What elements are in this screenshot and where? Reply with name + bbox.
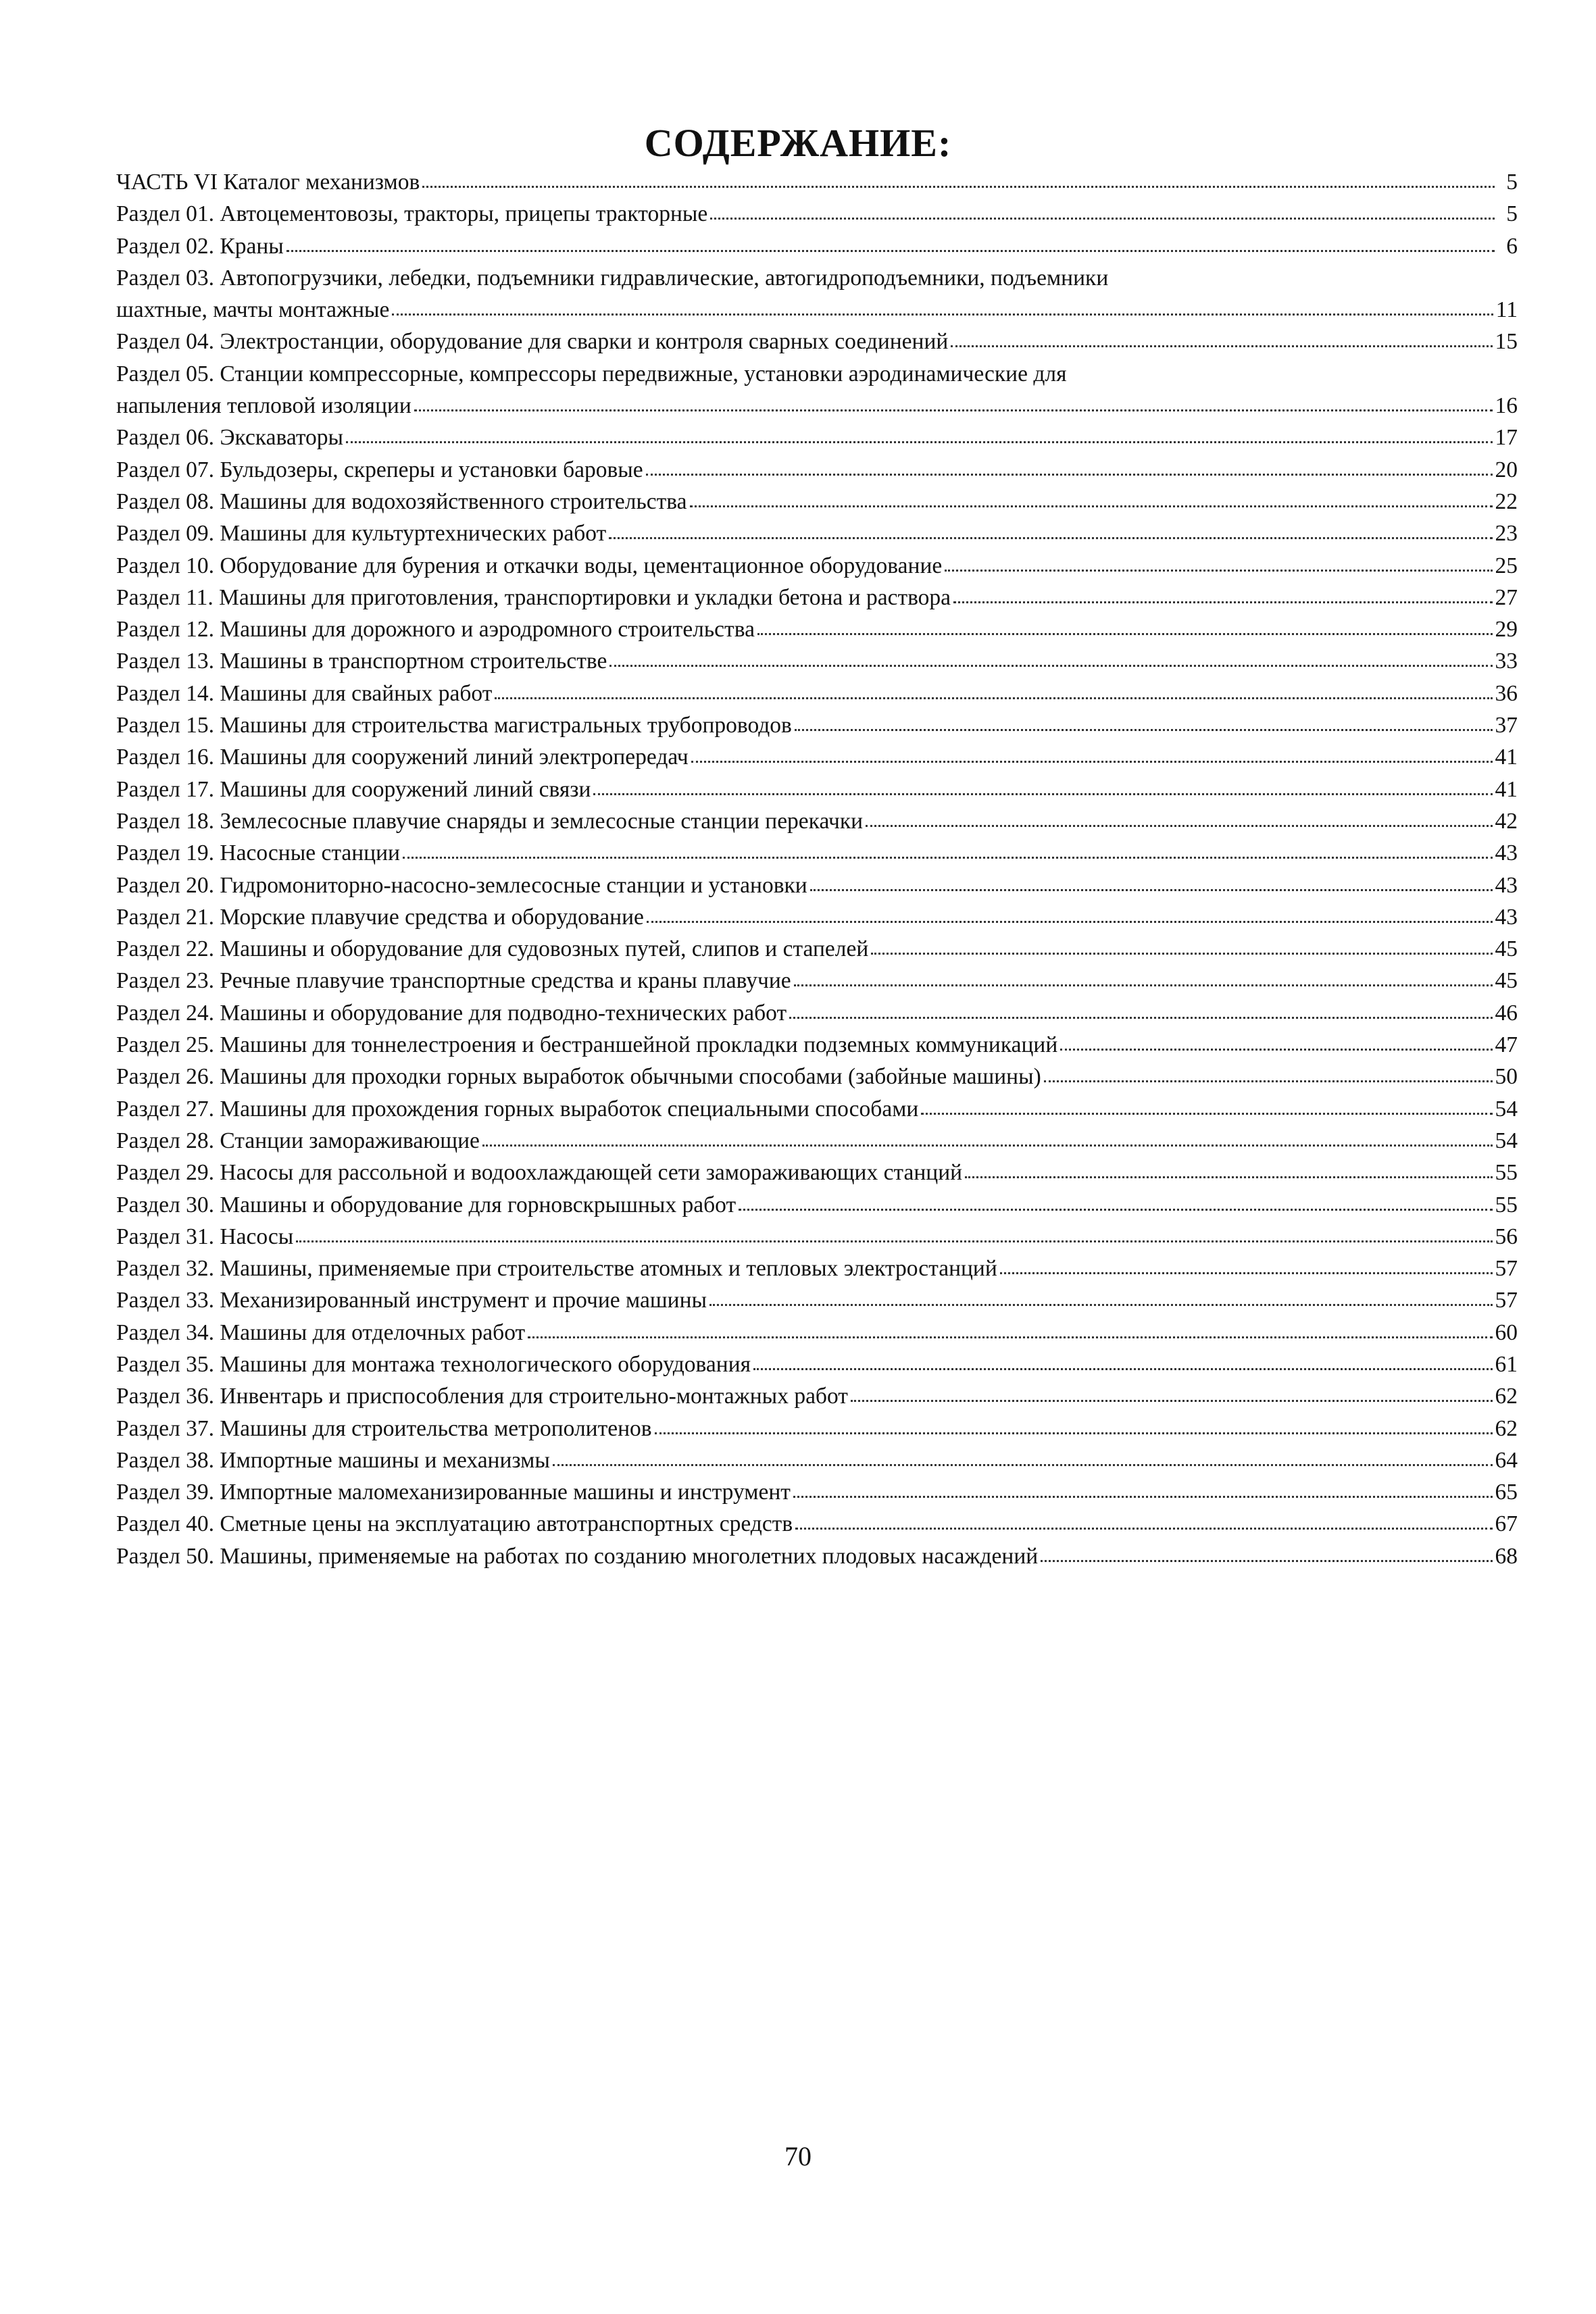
- toc-entry: [116, 166, 1518, 198]
- dot-leader: [795, 1528, 1492, 1530]
- toc-entry-continuation: [116, 294, 1518, 326]
- page-number: 70: [784, 2141, 812, 2171]
- toc-entry-title: Раздел 20. Гидромониторно-насосно-землесосные станции и установки: [116, 872, 807, 898]
- dot-leader: [593, 793, 1492, 795]
- toc-entry: [116, 901, 1518, 933]
- dot-leader: [866, 825, 1492, 827]
- toc-entry: [116, 326, 1518, 357]
- dot-leader: [793, 1496, 1493, 1498]
- dot-leader: [422, 186, 1495, 188]
- toc-entry-title: Раздел 26. Машины для проходки горных выработок обычными способами (забойные машины): [116, 1064, 1041, 1090]
- toc-entry-page: 46: [1495, 1000, 1518, 1026]
- toc-entry: [116, 774, 1518, 805]
- toc-entry-page: 42: [1495, 808, 1518, 834]
- toc-entry-title-line: Раздел 03. Автопогрузчики, лебедки, подъемники гидравлические, автогидроподъемники, подъемники: [116, 265, 1109, 291]
- dot-leader: [1041, 1560, 1492, 1562]
- dot-leader: [953, 601, 1492, 603]
- dot-leader: [951, 345, 1492, 347]
- toc-entry-page: 33: [1495, 649, 1518, 674]
- toc-entry-page: 5: [1506, 170, 1518, 195]
- toc-entry-continuation: [116, 390, 1518, 422]
- dot-leader: [1044, 1080, 1493, 1082]
- dot-leader: [739, 1209, 1492, 1211]
- dot-leader: [795, 729, 1493, 731]
- toc-entry-page: 47: [1495, 1032, 1518, 1058]
- toc-entry-page: 27: [1495, 584, 1518, 610]
- toc-entry-page: 54: [1495, 1096, 1518, 1122]
- dot-leader: [710, 218, 1495, 220]
- dot-leader: [346, 441, 1492, 443]
- toc-entry: [116, 870, 1518, 901]
- toc-entry: [116, 1253, 1518, 1284]
- toc-entry: [116, 1029, 1518, 1061]
- toc-entry-page: 64: [1495, 1447, 1518, 1473]
- toc-entry-page: 6: [1506, 233, 1518, 259]
- dot-leader: [553, 1464, 1493, 1466]
- toc-entry-title: Раздел 17. Машины для сооружений линий связи: [116, 776, 591, 802]
- toc-entry-title: Раздел 34. Машины для отделочных работ: [116, 1319, 526, 1345]
- toc-entry-title: Раздел 04. Электростанции, оборудование для сварки и контроля сварных соединений: [116, 329, 949, 355]
- toc-entry-page: 68: [1495, 1543, 1518, 1569]
- toc-entry: [116, 486, 1518, 518]
- toc-entry-page: 57: [1495, 1256, 1518, 1282]
- toc-entry-title: Раздел 10. Оборудование для бурения и откачки воды, цементационное оборудование: [116, 553, 943, 578]
- toc-entry-title: Раздел 18. Землесосные плавучие снаряды и землесосные станции перекачки: [116, 808, 864, 834]
- toc-entry-title: Раздел 40. Сметные цены на эксплуатацию автотранспортных средств: [116, 1511, 793, 1537]
- toc-entry-title: Раздел 29. Насосы для рассольной и водоохлаждающей сети замораживающих станций: [116, 1160, 963, 1186]
- toc-entry-title-line: Раздел 05. Станции компрессорные, компрессоры передвижные, установки аэродинамические для: [116, 361, 1067, 386]
- toc-entry-title: Раздел 13. Машины в транспортном строительстве: [116, 649, 607, 674]
- dot-leader: [286, 250, 1495, 252]
- toc-entry-title: Раздел 38. Импортные машины и механизмы: [116, 1447, 550, 1473]
- dot-leader: [691, 761, 1493, 763]
- toc-entry-title: Раздел 24. Машины и оборудование для подводно-технических работ: [116, 1000, 787, 1026]
- toc-entry: [116, 1444, 1518, 1476]
- toc-entry-page: 61: [1495, 1351, 1518, 1377]
- toc-entry: [116, 678, 1518, 709]
- dot-leader: [296, 1240, 1492, 1242]
- toc-entry: [116, 1508, 1518, 1540]
- toc-entry: [116, 454, 1518, 486]
- dot-leader: [528, 1336, 1492, 1338]
- toc-entry-title: Раздел 50. Машины, применяемые на работах по созданию многолетних плодовых насаждений: [116, 1543, 1039, 1569]
- dot-leader: [789, 1017, 1492, 1019]
- toc-entry: [116, 230, 1518, 262]
- toc-entry: [116, 933, 1518, 965]
- dot-leader: [646, 474, 1493, 476]
- toc-entry-title: Раздел 06. Экскаваторы: [116, 425, 344, 451]
- dot-leader: [414, 409, 1493, 411]
- toc-entry-title: Раздел 36. Инвентарь и приспособления для строительно-монтажных работ: [116, 1384, 848, 1409]
- dot-leader: [871, 953, 1492, 955]
- toc-entry-page: 55: [1495, 1192, 1518, 1217]
- toc-entry: [116, 1413, 1518, 1444]
- toc-entry-page: 17: [1495, 425, 1518, 451]
- toc-entry: [116, 837, 1518, 869]
- toc-entry-title: Раздел 07. Бульдозеры, скреперы и установки баровые: [116, 457, 643, 482]
- toc-entry-title: Раздел 33. Механизированный инструмент и прочие машины: [116, 1288, 707, 1313]
- dot-leader: [921, 1113, 1492, 1115]
- toc-entry: [116, 645, 1518, 677]
- toc-entry: [116, 518, 1518, 549]
- toc-entry-page: 5: [1506, 201, 1518, 227]
- toc-entry-page: 45: [1495, 936, 1518, 962]
- dot-leader: [1060, 1049, 1492, 1051]
- toc-entry: [116, 358, 1518, 422]
- toc-entry-page: 45: [1495, 968, 1518, 994]
- dot-leader: [482, 1145, 1493, 1147]
- toc-entry-title: Раздел 08. Машины для водохозяйственного строительства: [116, 488, 687, 514]
- dot-leader: [690, 505, 1493, 507]
- toc-entry: [116, 1189, 1518, 1221]
- toc-entry-title: шахтные, мачты монтажные: [116, 297, 390, 323]
- toc-entry: [116, 1093, 1518, 1125]
- dot-leader: [709, 1304, 1492, 1306]
- toc-entry-page: 41: [1495, 745, 1518, 770]
- dot-leader: [609, 537, 1492, 539]
- toc-entry-title: Раздел 25. Машины для тоннелестроения и бестраншейной прокладки подземных коммуникаций: [116, 1032, 1058, 1058]
- toc-entry-title: Раздел 22. Машины и оборудование для судовозных путей, слипов и стапелей: [116, 936, 869, 962]
- toc-entry-title: Раздел 16. Машины для сооружений линий электропередач: [116, 745, 689, 770]
- toc-entry: [116, 262, 1518, 326]
- toc-entry-page: 25: [1495, 553, 1518, 578]
- toc-entry-page: 23: [1495, 521, 1518, 547]
- toc-entry: [116, 422, 1518, 453]
- toc-entry-title: Раздел 12. Машины для дорожного и аэродромного строительства: [116, 617, 755, 643]
- dot-leader: [945, 570, 1492, 572]
- toc-entry-title: Раздел 09. Машины для культуртехнических работ: [116, 521, 607, 547]
- toc-entry-title: Раздел 02. Краны: [116, 233, 284, 259]
- toc-entry-title: Раздел 19. Насосные станции: [116, 840, 400, 866]
- toc-entry-title: Раздел 37. Машины для строительства метрополитенов: [116, 1415, 652, 1441]
- toc-entry-title: Раздел 27. Машины для прохождения горных выработок специальными способами: [116, 1096, 919, 1122]
- toc-entry: [116, 1476, 1518, 1508]
- toc-entry-page: 43: [1495, 904, 1518, 930]
- toc-entry-page: 55: [1495, 1160, 1518, 1186]
- toc-entry-title: Раздел 30. Машины и оборудование для горновскрышных работ: [116, 1192, 737, 1217]
- toc-entry-page: 41: [1495, 776, 1518, 802]
- toc-entry-page: 22: [1495, 488, 1518, 514]
- dot-leader: [392, 313, 1493, 316]
- dot-leader: [655, 1432, 1493, 1434]
- dot-leader: [794, 984, 1493, 986]
- toc-entry-page: 20: [1495, 457, 1518, 482]
- toc-entry: [116, 613, 1518, 645]
- toc-entry-page: 36: [1495, 680, 1518, 706]
- toc-entry-title: Раздел 11. Машины для приготовления, транспортировки и укладки бетона и раствора: [116, 584, 951, 610]
- toc-entry-page: 62: [1495, 1415, 1518, 1441]
- toc-entry: [116, 1349, 1518, 1380]
- dot-leader: [609, 665, 1492, 667]
- toc-entry: [116, 1317, 1518, 1349]
- toc-entry-title: Раздел 21. Морские плавучие средства и оборудование: [116, 904, 644, 930]
- toc-entry-page: 11: [1495, 297, 1518, 323]
- toc-entry-page: 57: [1495, 1288, 1518, 1313]
- toc-entry-title: Раздел 15. Машины для строительства магистральных трубопроводов: [116, 713, 792, 738]
- toc-entry-page: 43: [1495, 840, 1518, 866]
- dot-leader: [647, 921, 1493, 923]
- toc-entry-page: 37: [1495, 713, 1518, 738]
- toc-entry-page: 65: [1495, 1480, 1518, 1505]
- toc-entry-page: 50: [1495, 1064, 1518, 1090]
- toc-entry-page: 43: [1495, 872, 1518, 898]
- toc-entry-page: 60: [1495, 1319, 1518, 1345]
- dot-leader: [1000, 1272, 1493, 1274]
- toc-entry-page: 15: [1495, 329, 1518, 355]
- toc-entry-title: Раздел 23. Речные плавучие транспортные средства и краны плавучие: [116, 968, 791, 994]
- dot-leader: [810, 889, 1493, 891]
- toc-entry-title: Раздел 01. Автоцементовозы, тракторы, прицепы тракторные: [116, 201, 708, 227]
- dot-leader: [403, 857, 1493, 859]
- toc-entry: [116, 1380, 1518, 1412]
- toc-entry: [116, 1125, 1518, 1157]
- toc-entry-page: 16: [1495, 393, 1518, 419]
- dot-leader: [495, 697, 1492, 699]
- toc-entry-page: 29: [1495, 617, 1518, 643]
- toc-entry-page: 62: [1495, 1384, 1518, 1409]
- dot-leader: [851, 1400, 1493, 1402]
- dot-leader: [753, 1368, 1492, 1370]
- toc-entry-title: Раздел 39. Импортные маломеханизированные машины и инструмент: [116, 1480, 791, 1505]
- toc-entry-title: Раздел 32. Машины, применяемые при строительстве атомных и тепловых электростанций: [116, 1256, 997, 1282]
- toc-entry: [116, 1540, 1518, 1572]
- toc-entry: [116, 709, 1518, 741]
- page-title: СОДЕРЖАНИЕ:: [644, 121, 952, 165]
- toc-entry: [116, 582, 1518, 613]
- toc-entry: [116, 741, 1518, 773]
- toc-entry-title: Раздел 31. Насосы: [116, 1224, 294, 1249]
- toc-entry-title: Раздел 14. Машины для свайных работ: [116, 680, 493, 706]
- toc-entry: [116, 1221, 1518, 1253]
- toc-entry: [116, 997, 1518, 1029]
- toc-entry: [116, 1284, 1518, 1316]
- toc-entry: [116, 1061, 1518, 1092]
- toc-entry-title: Раздел 28. Станции замораживающие: [116, 1128, 480, 1153]
- table-of-contents: [116, 166, 1518, 1572]
- toc-entry-page: 54: [1495, 1128, 1518, 1153]
- toc-entry: [116, 965, 1518, 997]
- dot-leader: [757, 633, 1493, 635]
- dot-leader: [965, 1176, 1492, 1178]
- toc-entry-page: 56: [1495, 1224, 1518, 1249]
- toc-entry: [116, 805, 1518, 837]
- toc-entry-page: 67: [1495, 1511, 1518, 1537]
- toc-entry: [116, 1157, 1518, 1188]
- toc-entry-title: Раздел 35. Машины для монтажа технологического оборудования: [116, 1351, 751, 1377]
- toc-entry-title: напыления тепловой изоляции: [116, 393, 412, 419]
- toc-entry: [116, 198, 1518, 230]
- toc-entry-title: ЧАСТЬ VI Каталог механизмов: [116, 170, 420, 195]
- toc-entry: [116, 550, 1518, 582]
